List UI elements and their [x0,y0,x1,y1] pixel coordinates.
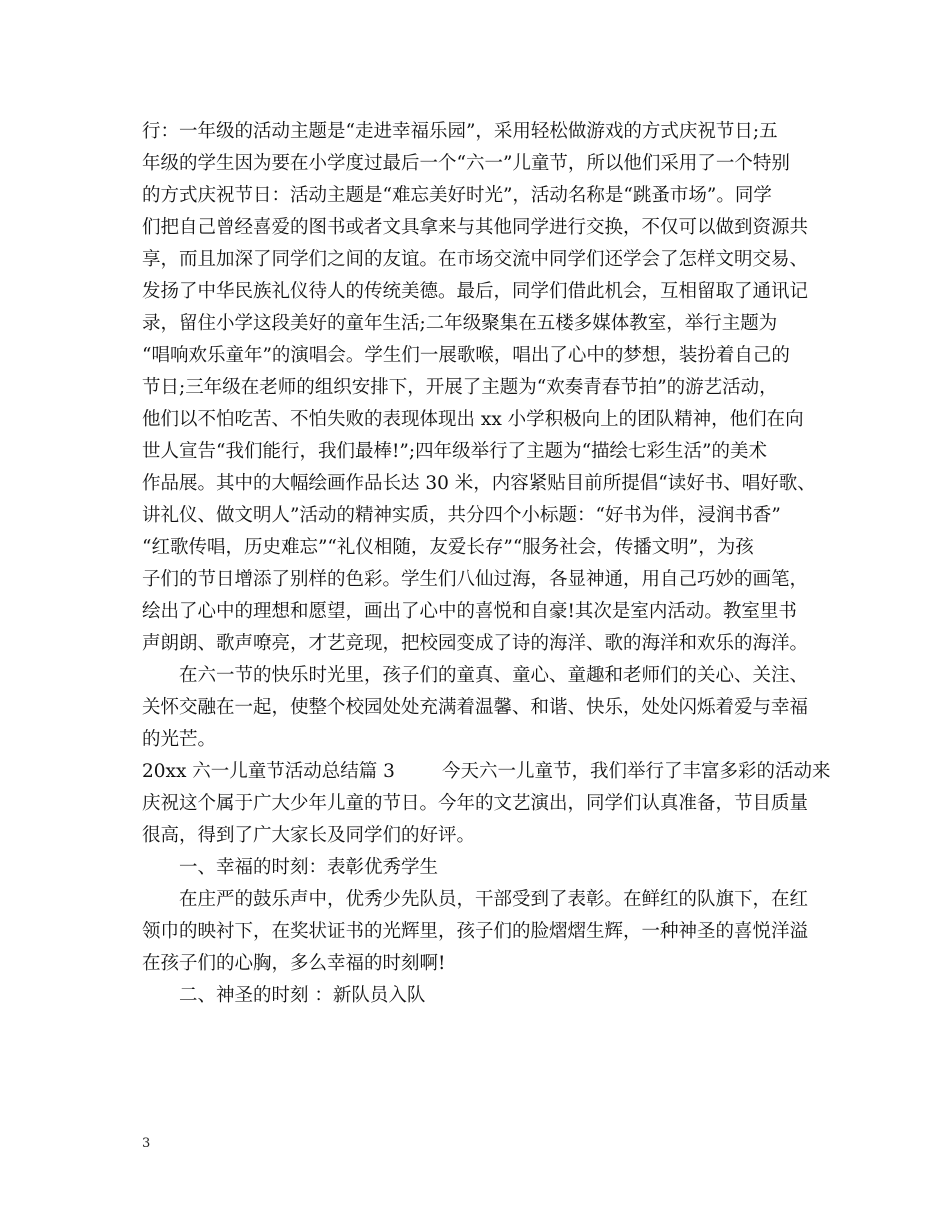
text-line: 关怀交融在一起，使整个校园处处充满着温馨、和谐、快乐，处处闪烁着爱与幸福 [142,697,809,718]
text-line: 声朗朗、歌声嘹亮，才艺竞现，把校园变成了诗的海洋、歌的海洋和欢乐的海洋。 [142,633,809,654]
text-line: 绘出了心中的理想和愿望，画出了心中的喜悦和自豪!其次是室内活动。教室里书 [142,601,797,622]
section-heading-line: 20xx 六一儿童节活动总结篇 3 今天六一儿童节，我们举行了丰富多彩的活动来 [142,761,831,782]
text-line: 的光芒。 [142,729,217,750]
text-line: “红歌传唱，历史难忘”“礼仪相随，友爱长存”“服务社会，传播文明”，为孩 [142,537,754,558]
subheading: 二、神圣的时刻 ：新队员入队 [179,985,426,1006]
text-line: 发扬了中华民族礼仪待人的传统美德。最后，同学们借此机会，互相留取了通讯记 [142,281,809,302]
text-line: 庆祝这个属于广大少年儿童的节日。今年的文艺演出，同学们认真准备，节目质量 [142,793,809,814]
text-line: “唱响欢乐童年”的演唱会。学生们一展歌喉，唱出了心中的梦想，装扮着自己的 [142,345,790,366]
paragraph-first-line: 在六一节的快乐时光里，孩子们的童真、童心、童趣和老师们的关心、关注、 [179,665,809,686]
text-line: 他们以不怕吃苦、不怕失败的表现体现出 xx 小学积极向上的团队精神，他们在向 [142,409,804,430]
text-line: 节日;三年级在老师的组织安排下，开展了主题为“欢奏青春节拍”的游艺活动， [142,377,778,398]
paragraph-first-line: 在庄严的鼓乐声中，优秀少先队员，干部受到了表彰。在鲜红的队旗下，在红 [179,889,809,910]
subheading: 一、幸福的时刻：表彰优秀学生 [179,857,439,878]
text-line: 行：一年级的活动主题是“走进幸福乐园”，采用轻松做游戏的方式庆祝节日;五 [142,121,778,142]
text-line: 很高，得到了广大家长及同学们的好评。 [142,825,476,846]
text-line: 们把自己曾经喜爱的图书或者文具拿来与其他同学进行交换，不仅可以做到资源共 [142,217,809,238]
text-line: 作品展。其中的大幅绘画作品长达 30 米，内容紧贴目前所提倡“读好书、唱好歌、 [142,473,816,494]
text-line: 子们的节日增添了别样的色彩。学生们八仙过海，各显神通，用自己巧妙的画笔， [142,569,809,590]
text-line: 在孩子们的心胸，多么幸福的时刻啊! [142,953,446,974]
text-line: 世人宣告“我们能行，我们最棒!”;四年级举行了主题为“描绘七彩生活”的美术 [142,441,768,462]
text-line: 讲礼仪、做文明人”活动的精神实质，共分四个小标题：“好书为伴，浸润书香” [142,505,781,526]
document-body [142,116,831,1012]
text-line: 录，留住小学这段美好的童年生活;二年级聚集在五楼多媒体教室，举行主题为 [142,313,778,334]
text-line: 享，而且加深了同学们之间的友谊。在市场交流中同学们还学会了怎样文明交易、 [142,249,809,270]
text-line: 领巾的映衬下，在奖状证书的光辉里，孩子们的脸熠熠生辉，一种神圣的喜悦洋溢 [142,921,809,942]
text-line: 年级的学生因为要在小学度过最后一个“六一”儿童节，所以他们采用了一个特别 [142,153,790,174]
page-number: 3 [142,1136,151,1151]
text-line: 的方式庆祝节日：活动主题是“难忘美好时光”，活动名称是“跳蚤市场”。同学 [142,185,772,206]
